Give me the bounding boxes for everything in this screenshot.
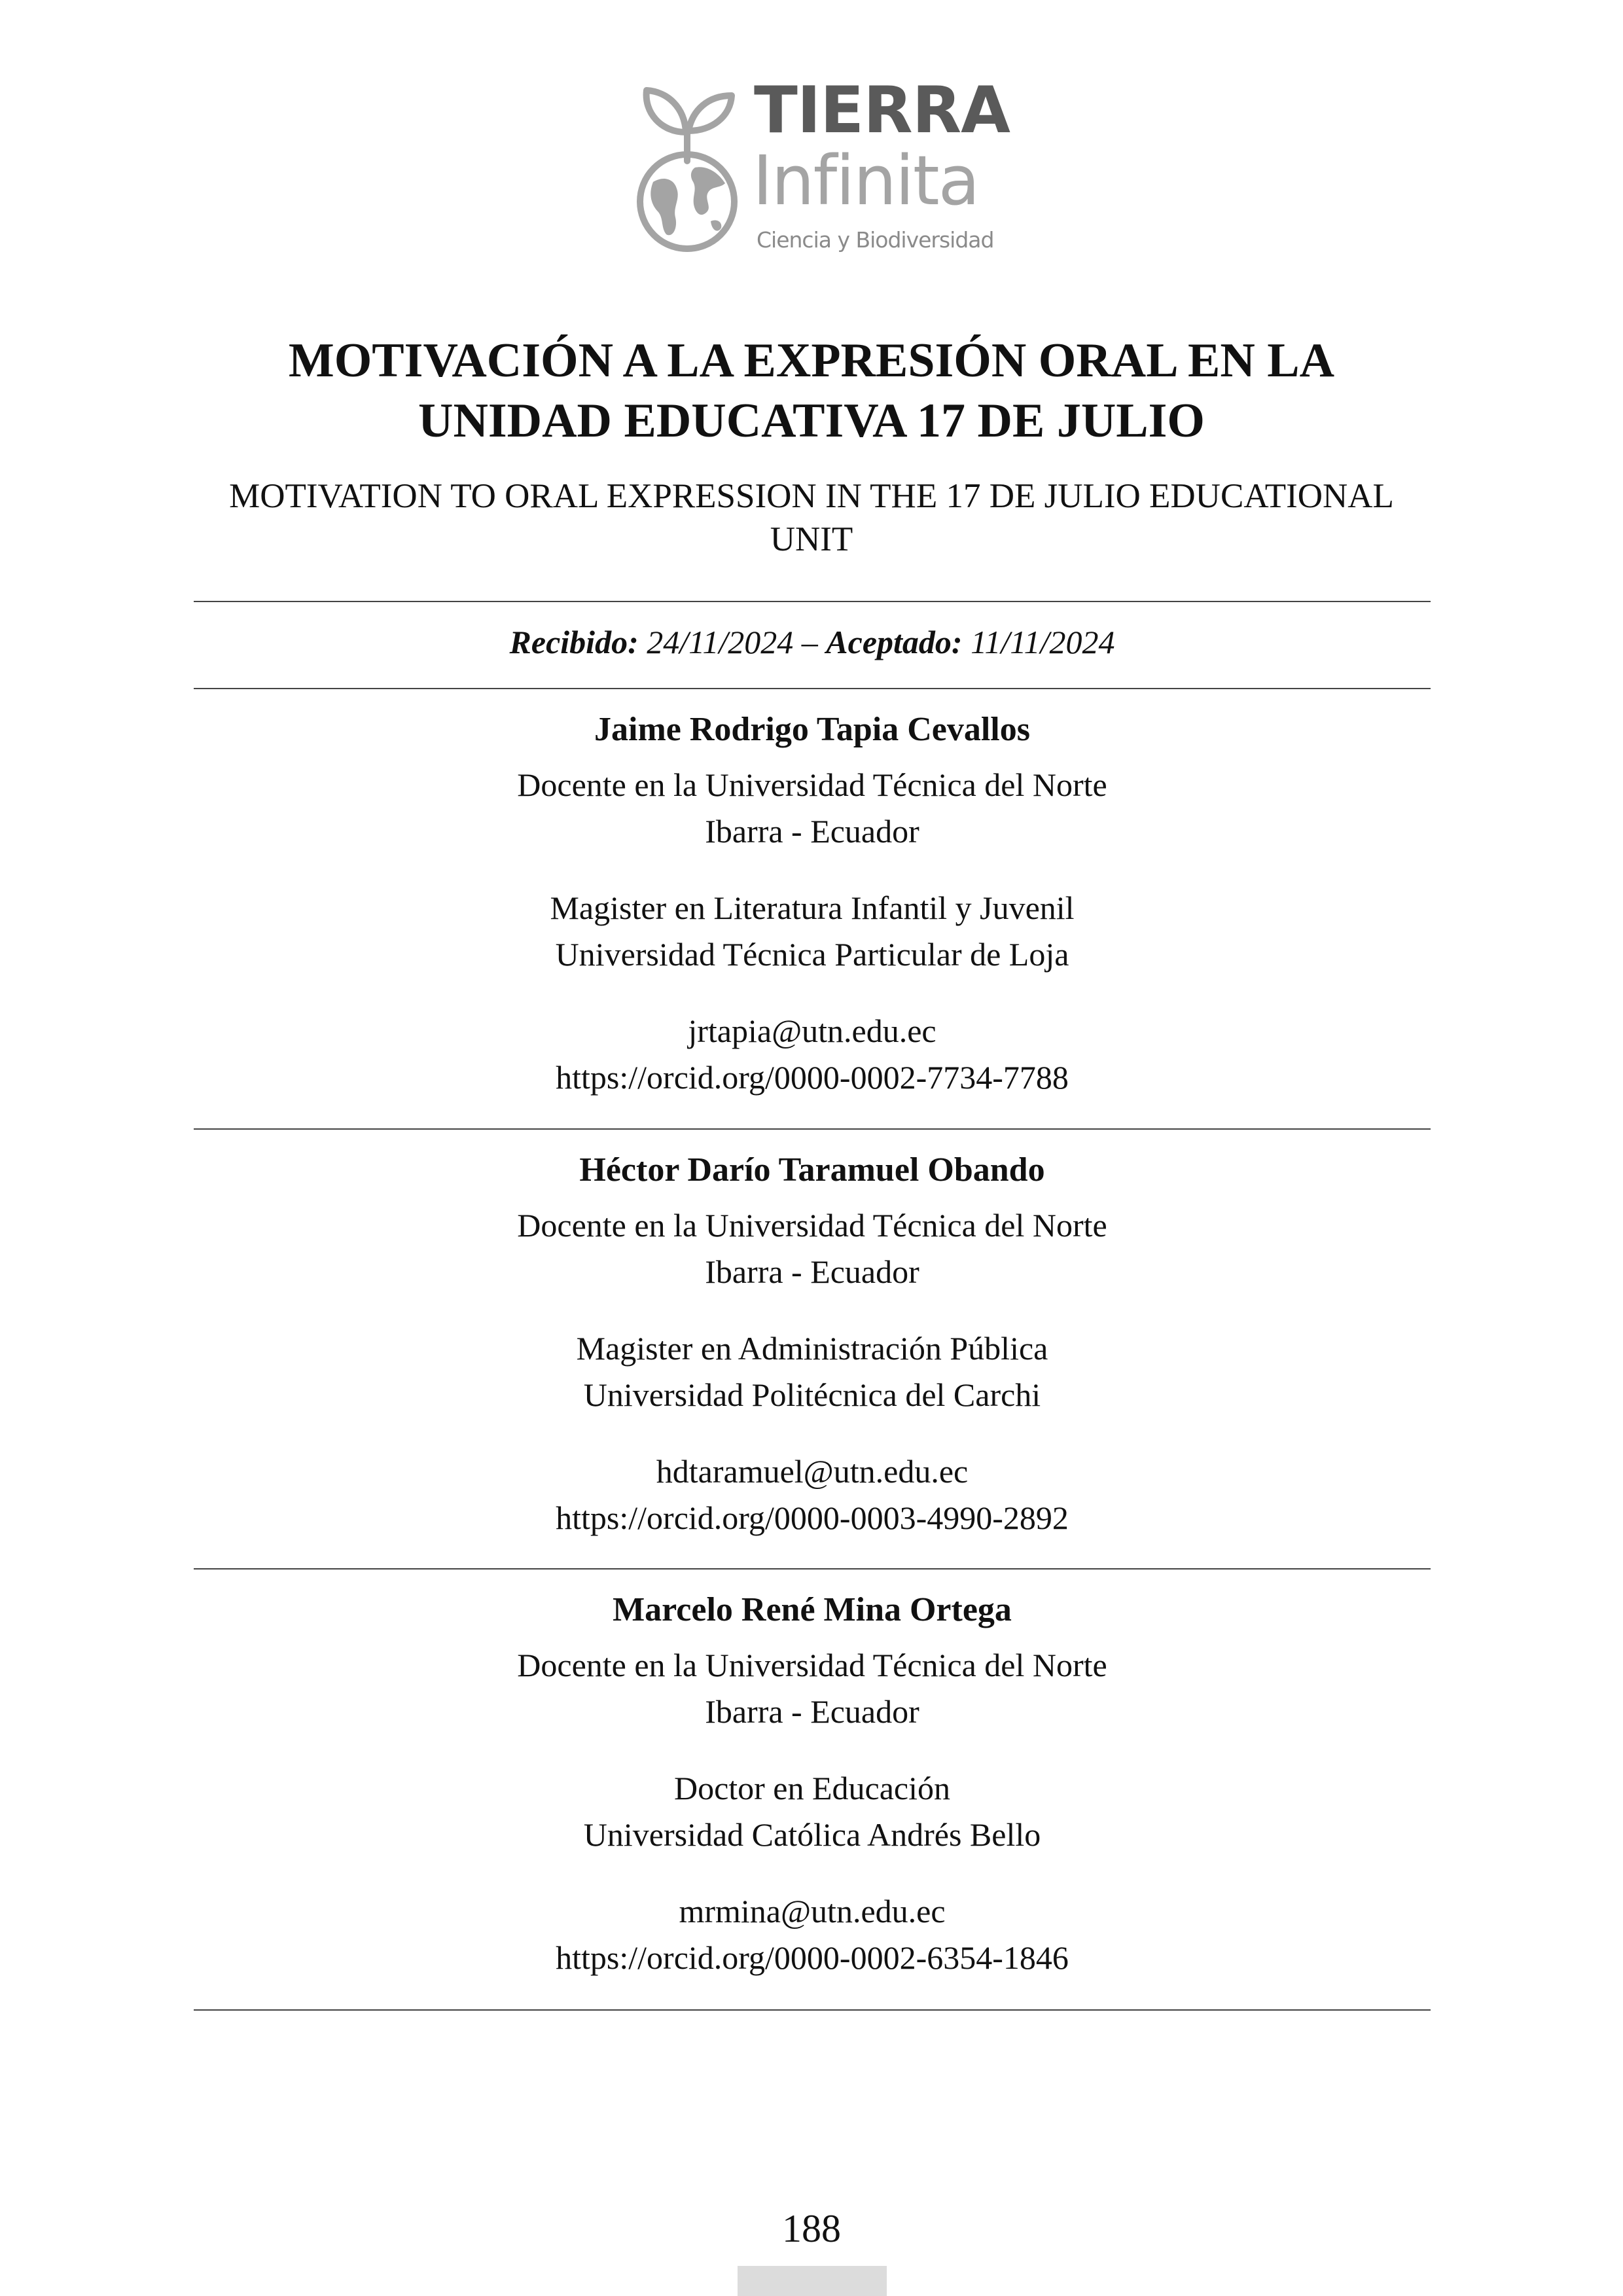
author-name: Marcelo René Mina Ortega: [613, 1591, 1012, 1628]
paper-title: MOTIVACIÓN A LA EXPRESIÓN ORAL EN LA UNIDAD EDUCATIVA 17 DE JULIO: [288, 334, 1335, 448]
divider: [194, 688, 1431, 689]
author-location: Ibarra - Ecuador: [705, 813, 919, 850]
journal-logo: [635, 73, 1010, 260]
divider: [194, 601, 1431, 602]
logo-brand-bottom: Infinita: [753, 141, 979, 221]
sprout-globe-icon: [635, 84, 740, 255]
author-name: Jaime Rodrigo Tapia Cevallos: [594, 711, 1030, 748]
author-location: Ibarra - Ecuador: [705, 1693, 919, 1730]
submission-dates: [194, 622, 1431, 662]
footer-tab: [738, 2266, 887, 2296]
author-position: Docente en la Universidad Técnica del Norte: [517, 1207, 1107, 1244]
author-email[interactable]: mrmina@utn.edu.ec: [679, 1893, 946, 1929]
author-block: [194, 710, 1431, 1101]
author-orcid-link[interactable]: https://orcid.org/0000-0003-4990-2892: [556, 1499, 1069, 1536]
author-degree-institution: Universidad Politécnica del Carchi: [583, 1376, 1041, 1413]
author-orcid-link[interactable]: https://orcid.org/0000-0002-7734-7788: [556, 1059, 1069, 1096]
author-block: [194, 1590, 1431, 1981]
received-label: Recibido:: [509, 624, 639, 660]
logo-tagline: Ciencia y Biodiversidad: [757, 227, 994, 253]
divider: [194, 1568, 1431, 1570]
author-email[interactable]: jrtapia@utn.edu.ec: [688, 1013, 936, 1049]
author-orcid-link[interactable]: https://orcid.org/0000-0002-6354-1846: [556, 1939, 1069, 1976]
page-number: 188: [782, 2207, 841, 2250]
accepted-label: Aceptado:: [826, 624, 963, 660]
author-location: Ibarra - Ecuador: [705, 1253, 919, 1290]
author-block: [194, 1151, 1431, 1541]
author-degree-institution: Universidad Técnica Particular de Loja: [555, 936, 1069, 973]
divider: [194, 2009, 1431, 2011]
author-email[interactable]: hdtaramuel@utn.edu.ec: [656, 1453, 969, 1490]
logo-brand-top: TIERRA: [754, 73, 1010, 148]
paper-subtitle: MOTIVATION TO ORAL EXPRESSION IN THE 17 DE JULIO EDUCATIONAL UNIT: [229, 477, 1394, 558]
author-degree: Doctor en Educación: [673, 1770, 951, 1806]
author-degree: Magister en Administración Pública: [576, 1330, 1048, 1367]
date-separator: –: [801, 624, 818, 660]
author-position: Docente en la Universidad Técnica del Norte: [517, 1647, 1107, 1683]
author-name: Héctor Darío Taramuel Obando: [579, 1151, 1045, 1189]
accepted-date: 11/11/2024: [971, 624, 1115, 660]
author-degree: Magister en Literatura Infantil y Juvenil: [550, 889, 1075, 926]
author-degree-institution: Universidad Católica Andrés Bello: [583, 1816, 1041, 1853]
received-date: 24/11/2024: [647, 624, 794, 660]
divider: [194, 1128, 1431, 1130]
author-position: Docente en la Universidad Técnica del Norte: [517, 766, 1107, 803]
